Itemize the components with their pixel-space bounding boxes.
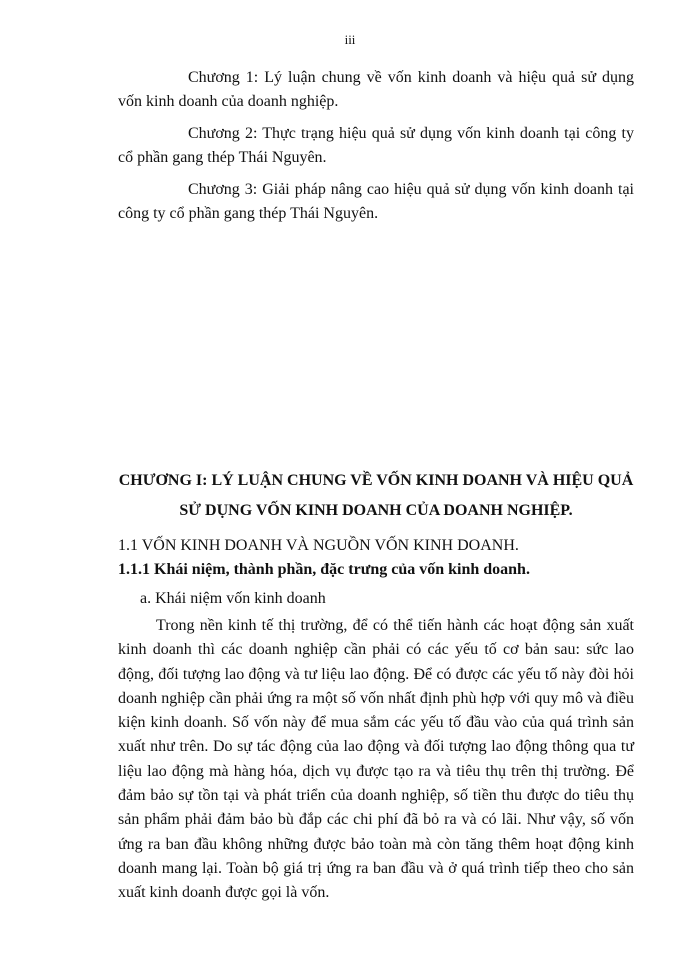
chapter-overview	[118, 66, 634, 234]
subsection-heading: 1.1.1 Khái niệm, thành phần, đặc trưng của vốn kinh doanh.	[118, 561, 530, 578]
overview-chapter-1: Chương 1: Lý luận chung về vốn kinh doanh và hiệu quả sử dụng vốn kinh doanh của doanh nghiệp.	[118, 69, 634, 110]
section-heading: 1.1 VỐN KINH DOANH VÀ NGUỒN VỐN KINH DOANH.	[118, 537, 519, 554]
overview-chapter-2: Chương 2: Thực trạng hiệu quả sử dụng vốn kinh doanh tại công ty cổ phần gang thép Thái Nguyên.	[118, 125, 634, 166]
chapter-1-section	[118, 466, 634, 906]
item-heading: a. Khái niệm vốn kinh doanh	[140, 590, 326, 607]
chapter-title: CHƯƠNG I: LÝ LUẬN CHUNG VỀ VỐN KINH DOANH VÀ HIỆU QUẢ SỬ DỤNG VỐN KINH DOANH CỦA DOANH NGHIỆP.	[118, 472, 634, 519]
page-number: iii	[344, 32, 356, 47]
body-paragraph: Trong nền kinh tế thị trường, để có thể tiến hành các hoạt động sản xuất kinh doanh thì các doanh nghiệp cần phải có các yếu tố cơ bản sau: sức lao động, đối tượng lao động và tư liệu lao động. Để có được các yếu tố này đòi hỏi doanh nghiệp cần phải ứng ra một số vốn nhất định phù hợp với quy mô và điều kiện kinh doanh. Số vốn này để mua sắm các yếu tố đầu vào của quá trình sản xuất như trên. Do sự tác động của lao động và đối tượng lao động thông qua tư liệu lao động mà hàng hóa, dịch vụ được tạo ra và tiêu thụ trên thị trường. Để đảm bảo sự tồn tại và phát triển của doanh nghiệp, số tiền thu được do tiêu thụ sản phẩm phải đảm bảo bù đắp các chi phí đã bỏ ra và có lãi. Như vậy, số vốn ứng ra ban đầu không những được bảo toàn mà còn tăng thêm hoạt động kinh doanh mang lại. Toàn bộ giá trị ứng ra ban đầu và ở quá trình tiếp theo cho sản xuất kinh doanh được gọi là vốn.	[118, 617, 634, 902]
overview-chapter-3: Chương 3: Giải pháp nâng cao hiệu quả sử dụng vốn kinh doanh tại công ty cổ phần gang thép Thái Nguyên.	[118, 181, 634, 222]
